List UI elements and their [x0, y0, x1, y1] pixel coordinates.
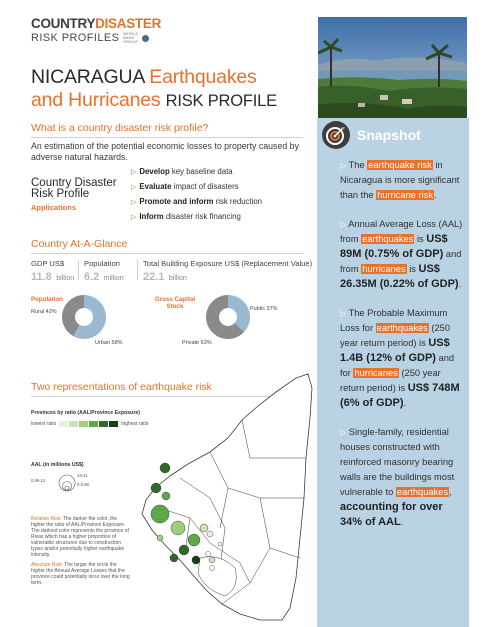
- cdrp-title-line-1: Country Disaster: [31, 177, 117, 189]
- aal-legend-title: AAL (in millions US$): [31, 462, 84, 468]
- triangle-bullet-icon: ▷: [340, 309, 347, 318]
- legend-swatch: [89, 421, 98, 427]
- divider: [78, 260, 79, 280]
- population-pie-title: Population: [31, 296, 63, 303]
- page-title: [31, 66, 277, 113]
- population-pie-chart: [61, 294, 107, 340]
- aal-circle: [192, 556, 200, 564]
- aal-circle: [207, 531, 213, 537]
- cdrp-block: [31, 178, 117, 212]
- logo: [31, 17, 161, 45]
- gdp-value: 11.8 billion: [31, 271, 75, 283]
- aal-circle: [209, 557, 215, 563]
- legend-swatch: [79, 421, 88, 427]
- triangle-bullet-icon: ▷: [131, 184, 137, 191]
- logo-country: COUNTRY: [31, 16, 96, 31]
- title-risk-profile: RISK PROFILE: [165, 92, 277, 110]
- aal-circle: [157, 535, 163, 541]
- section-heading-what-is: What is a country disaster risk profile?: [31, 122, 209, 134]
- application-item: ▷ Evaluate impact of disasters: [131, 182, 239, 191]
- aal-circle: [151, 505, 169, 523]
- aal-circle: [170, 554, 178, 562]
- urban-label: Urban 58%: [95, 340, 123, 346]
- snapshot-point-2: ▷ Annual Average Loss (AAL) from earthquakes is US$ 89M (0.75% of GDP) and from hurricanes is US$ 26.35M (0.22% of GDP).: [340, 219, 463, 290]
- divider: [31, 137, 303, 138]
- snapshot-panel: [317, 118, 469, 627]
- title-hazard-hurricanes: and Hurricanes: [31, 89, 161, 111]
- aal-circle: [160, 463, 170, 473]
- legend-low-label: lowest ratio: [31, 421, 57, 427]
- application-item: ▷ Inform disaster risk financing: [131, 212, 241, 221]
- aal-label: 0-0.98: [77, 482, 89, 487]
- triangle-bullet-icon: ▷: [340, 220, 347, 229]
- absolute-risk-note: Absolute Risk: The larger the circle the higher the Annual Average Losses that the province could potentially incur over the long term.: [31, 562, 130, 586]
- legend-title: Provinces by ratio (AAL/Province Exposure): [31, 410, 140, 416]
- divider: [137, 260, 138, 280]
- snapshot-point-1: ▷ The earthquake risk in Nicaragua is more significant than the hurricane risk.: [340, 160, 460, 200]
- aal-circle: [200, 524, 208, 532]
- legend-swatch: [69, 421, 78, 427]
- exposure-label: Total Building Exposure US$ (Replacement Value): [143, 259, 313, 268]
- landscape-photo: [318, 17, 467, 125]
- rural-label: Rural 42%: [31, 309, 57, 315]
- triangle-bullet-icon: ▷: [131, 199, 137, 206]
- aal-circle: [210, 566, 215, 571]
- globe-icon: [142, 35, 149, 42]
- aal-label: 13-41: [77, 473, 88, 478]
- aal-circle: [179, 545, 189, 555]
- snapshot-body: [340, 158, 464, 544]
- legend-high-label: highest ratio: [121, 421, 149, 427]
- relative-risk-note: Relative Risk: The darker the color, the higher the ratio of AAL/Province Exposure. The darkest color represents the province of Rivas which has a higher proportion of vulnerable structures due to construction types and/or potentially higher earthquake intensity.: [31, 516, 129, 558]
- capital-stock-pie-chart: [205, 294, 251, 340]
- cdrp-title-line-2: Risk Profile: [31, 188, 90, 200]
- exposure-value: 22.1 billion: [143, 271, 187, 283]
- aal-circle: [206, 552, 211, 557]
- population-value: 6.2 million: [84, 271, 124, 283]
- divider: [31, 253, 303, 254]
- aal-circle: [151, 483, 161, 493]
- logo-risk-profiles: RISK PROFILES: [31, 32, 120, 44]
- public-label: Public 37%: [250, 306, 278, 312]
- population-label: Population: [84, 259, 120, 268]
- applications-list: [131, 165, 262, 225]
- private-label: Private 63%: [182, 340, 212, 346]
- application-item: ▷ Promote and inform risk reduction: [131, 197, 263, 206]
- aal-circle: [218, 542, 222, 546]
- target-icon: [322, 121, 350, 149]
- world-bank-mark: WORLD BANK GROUP: [123, 32, 139, 44]
- section-heading-maps: Two representations of earthquake risk: [31, 381, 212, 393]
- snapshot-point-4: ▷ Single-family, residential houses constructed with reinforced masonry bearing walls are the buildings most vulnerable to earthquakes, accounting for over 34% of AAL.: [340, 427, 455, 528]
- aal-circle: [162, 492, 170, 500]
- title-country: NICARAGUA: [31, 66, 145, 88]
- triangle-bullet-icon: ▷: [340, 161, 347, 170]
- applications-label: Applications: [31, 203, 77, 212]
- aal-circle: [188, 534, 200, 546]
- snapshot-point-3: ▷ The Probable Maximum Loss for earthquakes (250 year return period) is US$ 1.4B (12% of GDP) and for hurricanes (250 year return period) is US$ 748M (6% of GDP).: [340, 308, 460, 409]
- legend-swatch: [59, 421, 68, 427]
- aal-circle: [171, 521, 185, 535]
- logo-disaster: DISASTER: [95, 16, 162, 31]
- section-heading-glance: Country At-A-Glance: [31, 238, 128, 250]
- snapshot-title: Snapshot: [357, 127, 421, 143]
- capital-stock-pie-title: Gross Capital Stock: [154, 296, 196, 310]
- aal-label: 0.99-12: [31, 478, 46, 483]
- triangle-bullet-icon: ▷: [340, 428, 347, 437]
- triangle-bullet-icon: ▷: [131, 214, 137, 221]
- triangle-bullet-icon: ▷: [131, 169, 137, 176]
- nicaragua-risk-map: [100, 368, 315, 627]
- application-item: ▷ Develop key baseline data: [131, 167, 233, 176]
- gdp-label: GDP US$: [31, 259, 65, 268]
- intro-text: An estimation of the potential economic losses to property caused by adverse natural hazards.: [31, 141, 299, 162]
- title-hazard-earthquakes: Earthquakes: [149, 66, 257, 88]
